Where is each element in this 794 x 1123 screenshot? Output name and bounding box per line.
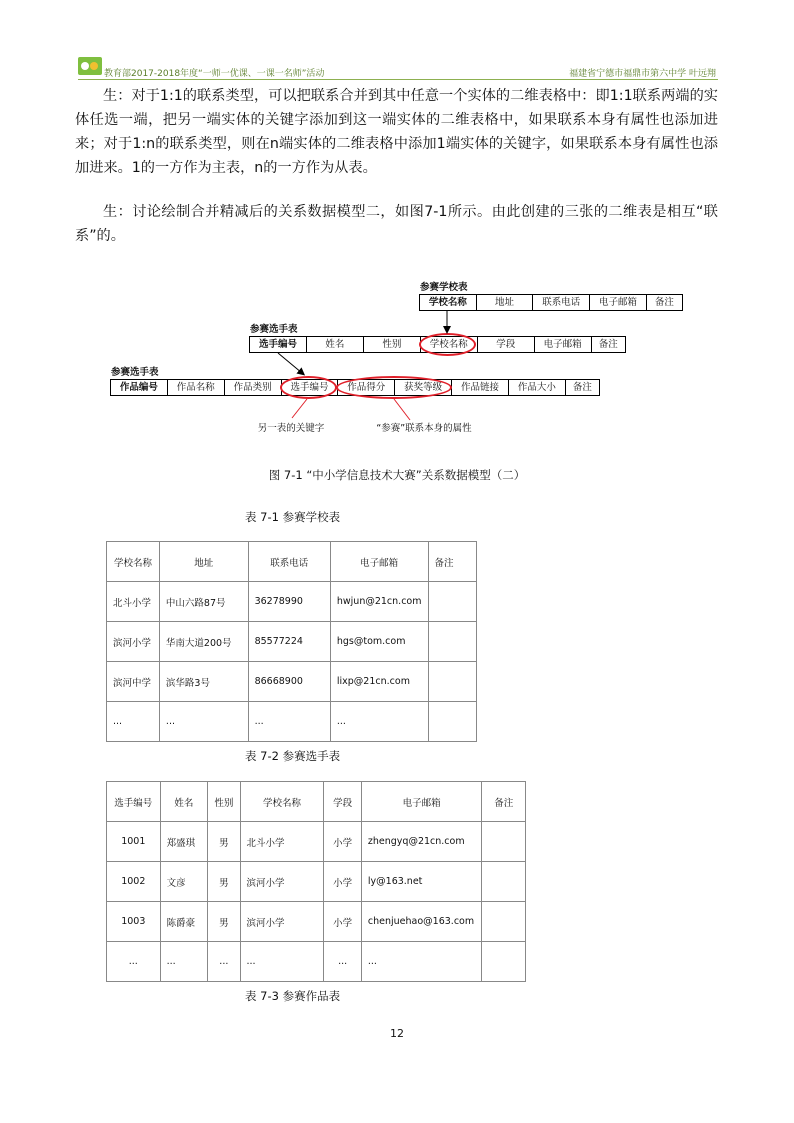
table-cell: ... [324,942,361,982]
diagram-work-field: 备注 [572,382,592,393]
arrow-work-to-player [278,353,302,373]
table-cell [482,942,526,982]
diagram-school-field: 电子邮箱 [590,295,647,310]
diagram-school-field: 联系电话 [533,295,590,310]
table-cell: 小学 [324,822,361,862]
table1-caption: 表 7-1 参赛学校表 [245,510,341,524]
diagram-player-field: 学校名称 [421,337,478,352]
diagram-school-field: 学校名称 [420,295,477,310]
table-cell: ... [107,702,160,742]
diagram-school-field: 地址 [477,295,534,310]
table-row [107,902,526,942]
connector-attr-note [394,399,410,420]
table-header-cell: 性别 [208,782,240,822]
diagram-player-field: 选手编号 [250,337,307,352]
diagram-work-field: 作品名称 [168,380,225,395]
page-number: 12 [390,1027,404,1040]
table-cell: ly@163.net [361,862,482,902]
table-header-cell: 备注 [482,782,526,822]
table-cell: ... [330,702,428,742]
table3-caption: 表 7-3 参赛作品表 [245,989,341,1003]
diagram-work-field: 选手编号 [282,380,339,395]
table-cell [482,902,526,942]
paragraph-1: 生：对于1:1的联系类型，可以把联系合并到其中任意一个实体的二维表格中：即1:1联系两端的实体任选一端，把另一端实体的关键字添加到这一端实体的二维表格中，如果联系本身有属性也添加进来；对于1:n的联系类型，则在n端实体的二维表格中添加1端实体的关键字，如果联系本身有属性也添加进来。1的一方作为主表，n的一方作为从表。 [75,88,718,176]
diagram-school-title: 参赛学校表 [420,282,468,293]
table-cell: 中山六路87号 [159,582,248,622]
school-table [106,541,477,742]
diagram-player-field: 电子邮箱 [535,337,592,352]
table-cell: 华南大道200号 [159,622,248,662]
table-cell: 滨河小学 [240,902,324,942]
table-cell: hwjun@21cn.com [330,582,428,622]
diagram-work-field: 作品编号 [111,380,168,395]
table-header-cell: 电子邮箱 [330,542,428,582]
table-cell: 陈爵豪 [160,902,208,942]
table-cell [428,622,477,662]
table-cell: 男 [208,822,240,862]
table-cell: 男 [208,902,240,942]
table-row [107,622,477,662]
table-row [107,702,477,742]
table-header-cell: 姓名 [160,782,208,822]
table-cell: ... [208,942,240,982]
table-cell: 北斗小学 [240,822,324,862]
figure-caption: 图 7-1 “中小学信息技术大赛”关系数据模型（二） [268,468,526,482]
table-cell: ... [240,942,324,982]
table-cell [482,822,526,862]
table-header-row [107,782,526,822]
diagram-work-field: 作品得分 [338,380,395,395]
table-cell [482,862,526,902]
table-cell: hgs@tom.com [330,622,428,662]
table-cell: zhengyq@21cn.com [361,822,482,862]
table-cell: 1003 [107,902,161,942]
table-cell: 1002 [107,862,161,902]
table-cell: 郑盛琪 [160,822,208,862]
table-cell: ... [107,942,161,982]
diagram-player-field: 性别 [364,337,421,352]
diagram-work-field: 作品类别 [225,380,282,395]
table-header-cell: 备注 [428,542,477,582]
connector-key-note [292,399,307,418]
table-cell: 86668900 [248,662,330,702]
diagram-player-title: 参赛选手表 [250,324,298,335]
table-header-cell: 学校名称 [240,782,324,822]
header-left-text: 教育部2017-2018年度“一师一优课、一课一名师”活动 [104,69,325,79]
table-cell: 85577224 [248,622,330,662]
table-cell: 滨河小学 [107,622,160,662]
table2-caption: 表 7-2 参赛选手表 [245,749,341,763]
table-cell: ... [159,702,248,742]
note-foreign-key: 另一表的关键字 [257,423,325,434]
diagram-work-field: 作品链接 [452,380,509,395]
table-cell [428,662,477,702]
table-header-cell: 电子邮箱 [361,782,482,822]
table-header-row [107,542,477,582]
table-cell: lixp@21cn.com [330,662,428,702]
table-row [107,822,526,862]
table-cell: 男 [208,862,240,902]
table-cell: 小学 [324,862,361,902]
table-cell: 滨河中学 [107,662,160,702]
table-cell: ... [361,942,482,982]
diagram-work-title: 参赛选手表 [111,367,159,378]
diagram-player-field: 姓名 [307,337,364,352]
table-header-cell: 学段 [324,782,361,822]
table-header-cell: 选手编号 [107,782,161,822]
table-cell: 滨华路3号 [159,662,248,702]
table-cell [428,702,477,742]
diagram-school-field: 备注 [654,297,674,308]
table-cell: ... [160,942,208,982]
table-cell: chenjuehao@163.com [361,902,482,942]
note-relation-attribute: “参赛”联系本身的属性 [376,423,472,434]
table-header-cell: 地址 [159,542,248,582]
table-cell: 小学 [324,902,361,942]
table-row [107,582,477,622]
header-right-text: 福建省宁德市福鼎市第六中学 叶远翔 [569,69,716,79]
table-cell: ... [248,702,330,742]
diagram-work-field: 获奖等级 [395,380,452,395]
table-row [107,662,477,702]
table-header-cell: 学校名称 [107,542,160,582]
diagram-player-field: 学段 [478,337,535,352]
table-row [107,942,526,982]
table-cell: 36278990 [248,582,330,622]
diagram-work-field: 作品大小 [509,380,566,395]
table-cell [428,582,477,622]
table-cell: 文彦 [160,862,208,902]
table-row [107,862,526,902]
table-cell: 北斗小学 [107,582,160,622]
table-cell: 1001 [107,822,161,862]
player-table [106,781,526,982]
table-cell: 滨河小学 [240,862,324,902]
table-header-cell: 联系电话 [248,542,330,582]
paragraph-2: 生：讨论绘制合并精减后的关系数据模型二，如图7-1所示。由此创建的三张的二维表是相互“联系”的。 [75,204,718,244]
diagram-player-field: 备注 [598,339,618,350]
